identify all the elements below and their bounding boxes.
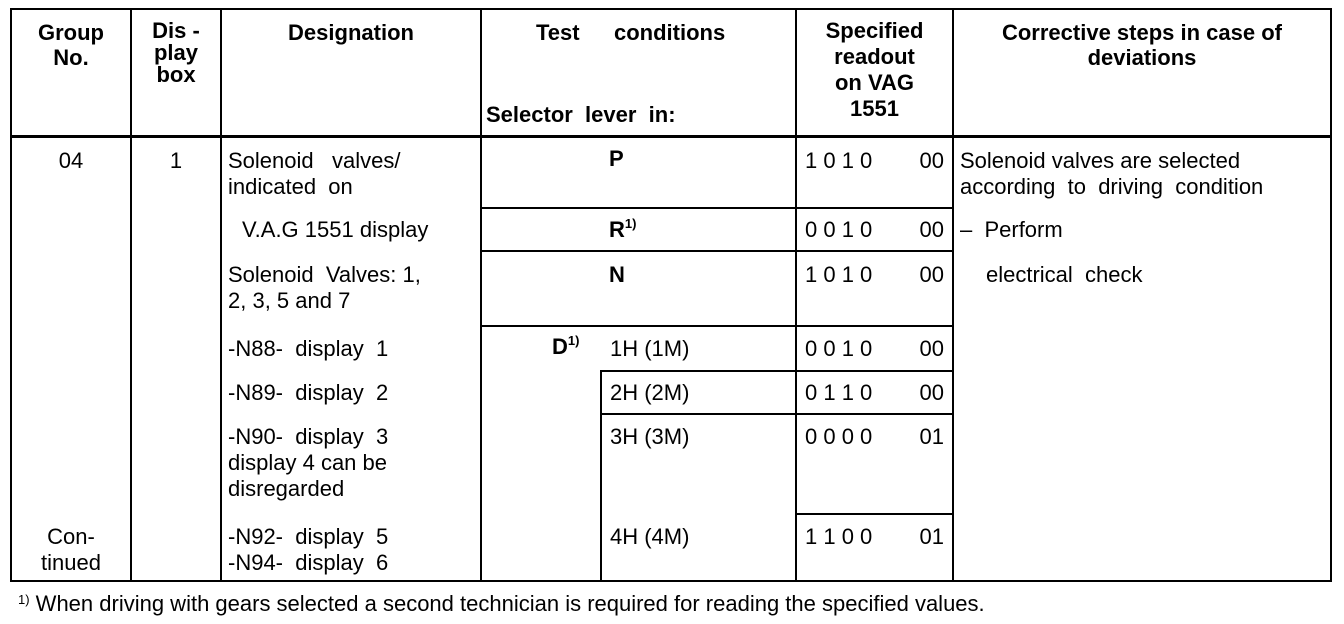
footnote — [18, 590, 985, 618]
gear-4h: 4H (4M) — [610, 524, 690, 549]
selector-r-label: R — [609, 217, 625, 242]
header-group-no: Group No. — [38, 20, 104, 70]
selector-d-footnote: 1) — [567, 333, 580, 348]
readout-3-suffix: 00 — [919, 262, 944, 287]
readout-1-suffix: 00 — [919, 148, 944, 173]
header-specified-readout: Specified readout on VAG 1551 — [825, 18, 924, 121]
readout-7-suffix: 01 — [919, 524, 944, 549]
readout-2-digits: 0 0 1 0 — [805, 217, 873, 242]
row-line-6 — [797, 513, 954, 515]
row-line-2 — [482, 250, 954, 252]
group-number: 04 — [58, 148, 84, 173]
readout-6-suffix: 01 — [919, 424, 944, 449]
selector-r-footnote: 1) — [624, 216, 637, 231]
selector-d — [552, 334, 579, 360]
header-rule — [12, 135, 1330, 138]
designation-1: Solenoid valves/ indicated on — [228, 148, 401, 199]
readout-5-suffix: 00 — [919, 380, 944, 405]
group-continued: Con- tinued — [41, 524, 101, 575]
designation-6: -N90- display 3 display 4 can be disregarded — [228, 424, 389, 501]
readout-4-suffix: 00 — [919, 336, 944, 361]
col-divider-1 — [130, 10, 132, 582]
gear-2h: 2H (2M) — [610, 380, 690, 405]
footnote-text: When driving with gears selected a second technician is required for reading the specified values. — [29, 591, 985, 616]
selector-p: P — [609, 146, 624, 171]
readout-7-digits: 1 1 0 0 — [805, 524, 873, 549]
test-table — [10, 8, 1332, 582]
designation-7: -N92- display 5 -N94- display 6 — [228, 524, 389, 575]
readout-4-digits: 0 0 1 0 — [805, 336, 873, 361]
selector-n: N — [609, 262, 625, 287]
selector-d-label: D — [552, 334, 568, 359]
header-selector-lever: Selector lever in: — [486, 102, 676, 127]
readout-2-suffix: 00 — [919, 217, 944, 242]
corrective-line-2: – Perform — [960, 217, 1063, 242]
designation-5: -N89- display 2 — [228, 380, 389, 405]
designation-4: -N88- display 1 — [228, 336, 389, 361]
row-line-5 — [602, 413, 954, 415]
col-divider-2 — [220, 10, 222, 582]
display-box-value: 1 — [169, 148, 183, 173]
header-display-box: Dis - play box — [152, 18, 200, 87]
row-line-4 — [602, 370, 954, 372]
readout-3-digits: 1 0 1 0 — [805, 262, 873, 287]
designation-3: Solenoid Valves: 1, 2, 3, 5 and 7 — [228, 262, 421, 313]
readout-6-digits: 0 0 0 0 — [805, 424, 873, 449]
col-divider-5 — [952, 10, 954, 582]
selector-r — [609, 217, 636, 243]
header-conditions: conditions — [614, 20, 726, 45]
header-designation: Designation — [288, 20, 414, 45]
header-corrective-steps: Corrective steps in case of deviations — [1001, 20, 1282, 70]
header-test: Test — [536, 20, 580, 45]
footnote-marker: 1) — [18, 592, 30, 607]
row-line-1 — [482, 207, 954, 209]
readout-1-digits: 1 0 1 0 — [805, 148, 873, 173]
gear-3h: 3H (3M) — [610, 424, 690, 449]
gear-1h: 1H (1M) — [610, 336, 690, 361]
designation-2: V.A.G 1551 display — [242, 217, 429, 242]
gear-divider — [600, 370, 602, 582]
corrective-line-1: Solenoid valves are selected according to driving condition — [960, 148, 1264, 199]
row-line-3 — [482, 325, 954, 327]
col-divider-3 — [480, 10, 482, 582]
corrective-line-3: electrical check — [986, 262, 1143, 287]
readout-5-digits: 0 1 1 0 — [805, 380, 873, 405]
